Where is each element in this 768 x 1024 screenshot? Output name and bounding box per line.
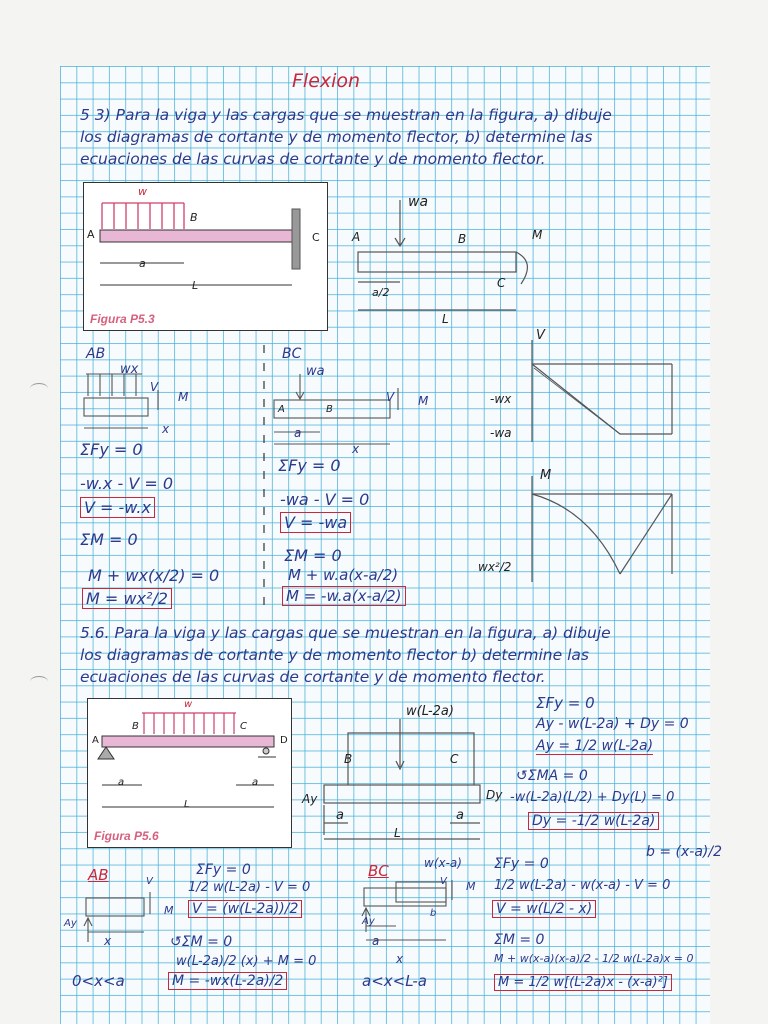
fbd-label: C xyxy=(450,752,459,766)
shear-diagram xyxy=(520,330,680,450)
section-ay: Ay xyxy=(64,918,77,929)
shear-tick: -wx xyxy=(490,392,512,406)
fig-label: L xyxy=(192,279,199,292)
section-m: M xyxy=(418,394,429,408)
equation: ΣFy = 0 xyxy=(80,440,143,459)
section-a: a xyxy=(294,426,302,440)
equation-result: V = (w(L-2a))/2 xyxy=(188,900,302,918)
free-body-diagram xyxy=(340,190,560,340)
fig-label: C xyxy=(240,721,247,732)
fbd-label: L xyxy=(442,312,449,326)
equation-result: V = -w.x xyxy=(80,497,155,518)
fbd-label: B xyxy=(344,752,353,766)
fig-label: D xyxy=(280,735,288,746)
statement-line: ecuaciones de las curvas de cortante y de momento flector. xyxy=(80,150,546,168)
section-v: V xyxy=(146,876,153,887)
equation: ↺ΣM = 0 xyxy=(170,934,233,950)
moment-diagram xyxy=(520,470,680,590)
figure-caption: Figura P5.3 xyxy=(90,312,155,326)
equation: ΣFy = 0 xyxy=(494,856,549,872)
equation: ΣFy = 0 xyxy=(536,694,595,712)
section-v: V xyxy=(386,390,395,404)
section-x: x xyxy=(104,934,112,948)
fbd-label: wa xyxy=(408,194,429,210)
equation-result: M = 1/2 w[(L-2a)x - (x-a)²] xyxy=(494,974,672,991)
equation: 1/2 w(L-2a) - V = 0 xyxy=(188,880,311,895)
figure-caption: Figura P5.6 xyxy=(94,829,159,843)
note: b = (x-a)/2 xyxy=(646,844,722,860)
section-point: B xyxy=(326,404,333,415)
statement-line: 5.6. Para la viga y las cargas que se muestran en la figura, a) dibuje xyxy=(80,624,611,642)
equation: M + w(x-a)(x-a)/2 - 1/2 w(L-2a)x = 0 xyxy=(494,952,694,965)
fbd-label: w(L-2a) xyxy=(406,704,454,719)
beam-sketch xyxy=(88,699,291,847)
statement-line: ecuaciones de las curvas de cortante y de momento flector. xyxy=(80,668,546,686)
fbd-label: Ay xyxy=(302,792,318,806)
equation-result: Ay = 1/2 w(L-2a) xyxy=(536,738,654,754)
equation: -w.x - V = 0 xyxy=(80,474,174,493)
equation: ΣM = 0 xyxy=(80,530,138,549)
equation: ΣM = 0 xyxy=(284,546,342,565)
fbd-label: A xyxy=(352,230,361,244)
fig-label: B xyxy=(190,211,198,224)
equation: -wa - V = 0 xyxy=(280,490,370,509)
range: 0<x<a xyxy=(72,972,125,990)
figure-p5-6 xyxy=(87,698,292,848)
section-x: x xyxy=(162,422,170,436)
section-label: BC xyxy=(282,346,302,362)
equation: Ay - w(L-2a) + Dy = 0 xyxy=(536,716,689,732)
fig-label: w xyxy=(138,185,147,198)
section-label: BC xyxy=(368,862,389,880)
shear-tick: -wa xyxy=(490,426,512,440)
fig-label: A xyxy=(92,735,99,746)
equation-result: V = w(L/2 - x) xyxy=(492,900,596,918)
equation: w(L-2a)/2 (x) + M = 0 xyxy=(176,954,317,969)
free-body-diagram xyxy=(300,715,510,845)
section-m: M xyxy=(466,880,476,893)
fig-label: B xyxy=(132,721,139,732)
fig-label: a xyxy=(139,257,146,270)
section-v: V xyxy=(440,876,447,887)
section-label: AB xyxy=(88,866,109,884)
fbd-label: M xyxy=(532,228,543,242)
equation: M + w.a(x-a/2) xyxy=(288,566,399,584)
fbd-label: Dy xyxy=(486,788,503,802)
section-a: a xyxy=(372,934,380,948)
section-m: M xyxy=(178,390,189,404)
equation-result: M = wx²/2 xyxy=(82,588,172,609)
range: a<x<L-a xyxy=(362,972,428,990)
equation: 1/2 w(L-2a) - w(x-a) - V = 0 xyxy=(494,878,671,893)
equation: ΣFy = 0 xyxy=(278,456,341,475)
fig-label: a xyxy=(118,777,125,788)
section-load: w(x-a) xyxy=(424,856,462,870)
statement-line: los diagramas de cortante y de momento flector b) determine las xyxy=(80,646,589,664)
equation: M + wx(x/2) = 0 xyxy=(88,566,220,585)
section-label: AB xyxy=(86,346,106,362)
section-load: wa xyxy=(306,364,325,379)
equation-result: Dy = -1/2 w(L-2a) xyxy=(528,812,659,830)
beam-sketch xyxy=(84,183,327,330)
fbd-label: a/2 xyxy=(372,286,390,299)
section-m: M xyxy=(164,904,174,917)
fbd-label: a xyxy=(456,808,464,823)
fig-label: L xyxy=(184,799,190,810)
moment-tick: wx²/2 xyxy=(478,560,512,574)
page-title: Flexion xyxy=(292,70,361,92)
equation: ↺ΣMA = 0 xyxy=(516,768,588,784)
fig-label: C xyxy=(312,231,320,244)
figure-p5-3 xyxy=(83,182,328,331)
section-b: b xyxy=(430,908,437,919)
fig-label: w xyxy=(184,699,193,710)
binder-hole xyxy=(30,676,48,687)
fig-label: a xyxy=(252,777,259,788)
equation-result: M = -w.a(x-a/2) xyxy=(282,586,406,606)
fbd-label: L xyxy=(394,826,401,840)
section-x: x xyxy=(396,952,404,966)
fbd-label: C xyxy=(497,276,506,290)
equation-result: M = -wx(L-2a)/2 xyxy=(168,972,287,990)
section-ay: Ay xyxy=(362,916,375,927)
shear-axis-label: V xyxy=(536,328,545,343)
statement-line: los diagramas de cortante y de momento flector, b) determine las xyxy=(80,128,593,146)
statement-line: 5 3) Para la viga y las cargas que se muestran en la figura, a) dibuje xyxy=(80,106,612,124)
section-point: A xyxy=(278,404,285,415)
section-x: x xyxy=(352,442,360,456)
equation: ΣM = 0 xyxy=(494,932,545,948)
equation: -w(L-2a)(L/2) + Dy(L) = 0 xyxy=(510,790,675,805)
section-v: V xyxy=(150,380,159,394)
binder-hole xyxy=(30,383,48,394)
equation: ΣFy = 0 xyxy=(196,862,251,878)
section-load: wx xyxy=(120,362,139,377)
section-divider xyxy=(262,345,266,615)
equation-result: V = -wa xyxy=(280,512,351,533)
fig-label: A xyxy=(87,228,95,241)
fbd-label: a xyxy=(336,808,344,823)
fbd-label: B xyxy=(458,232,467,246)
moment-axis-label: M xyxy=(540,468,552,483)
